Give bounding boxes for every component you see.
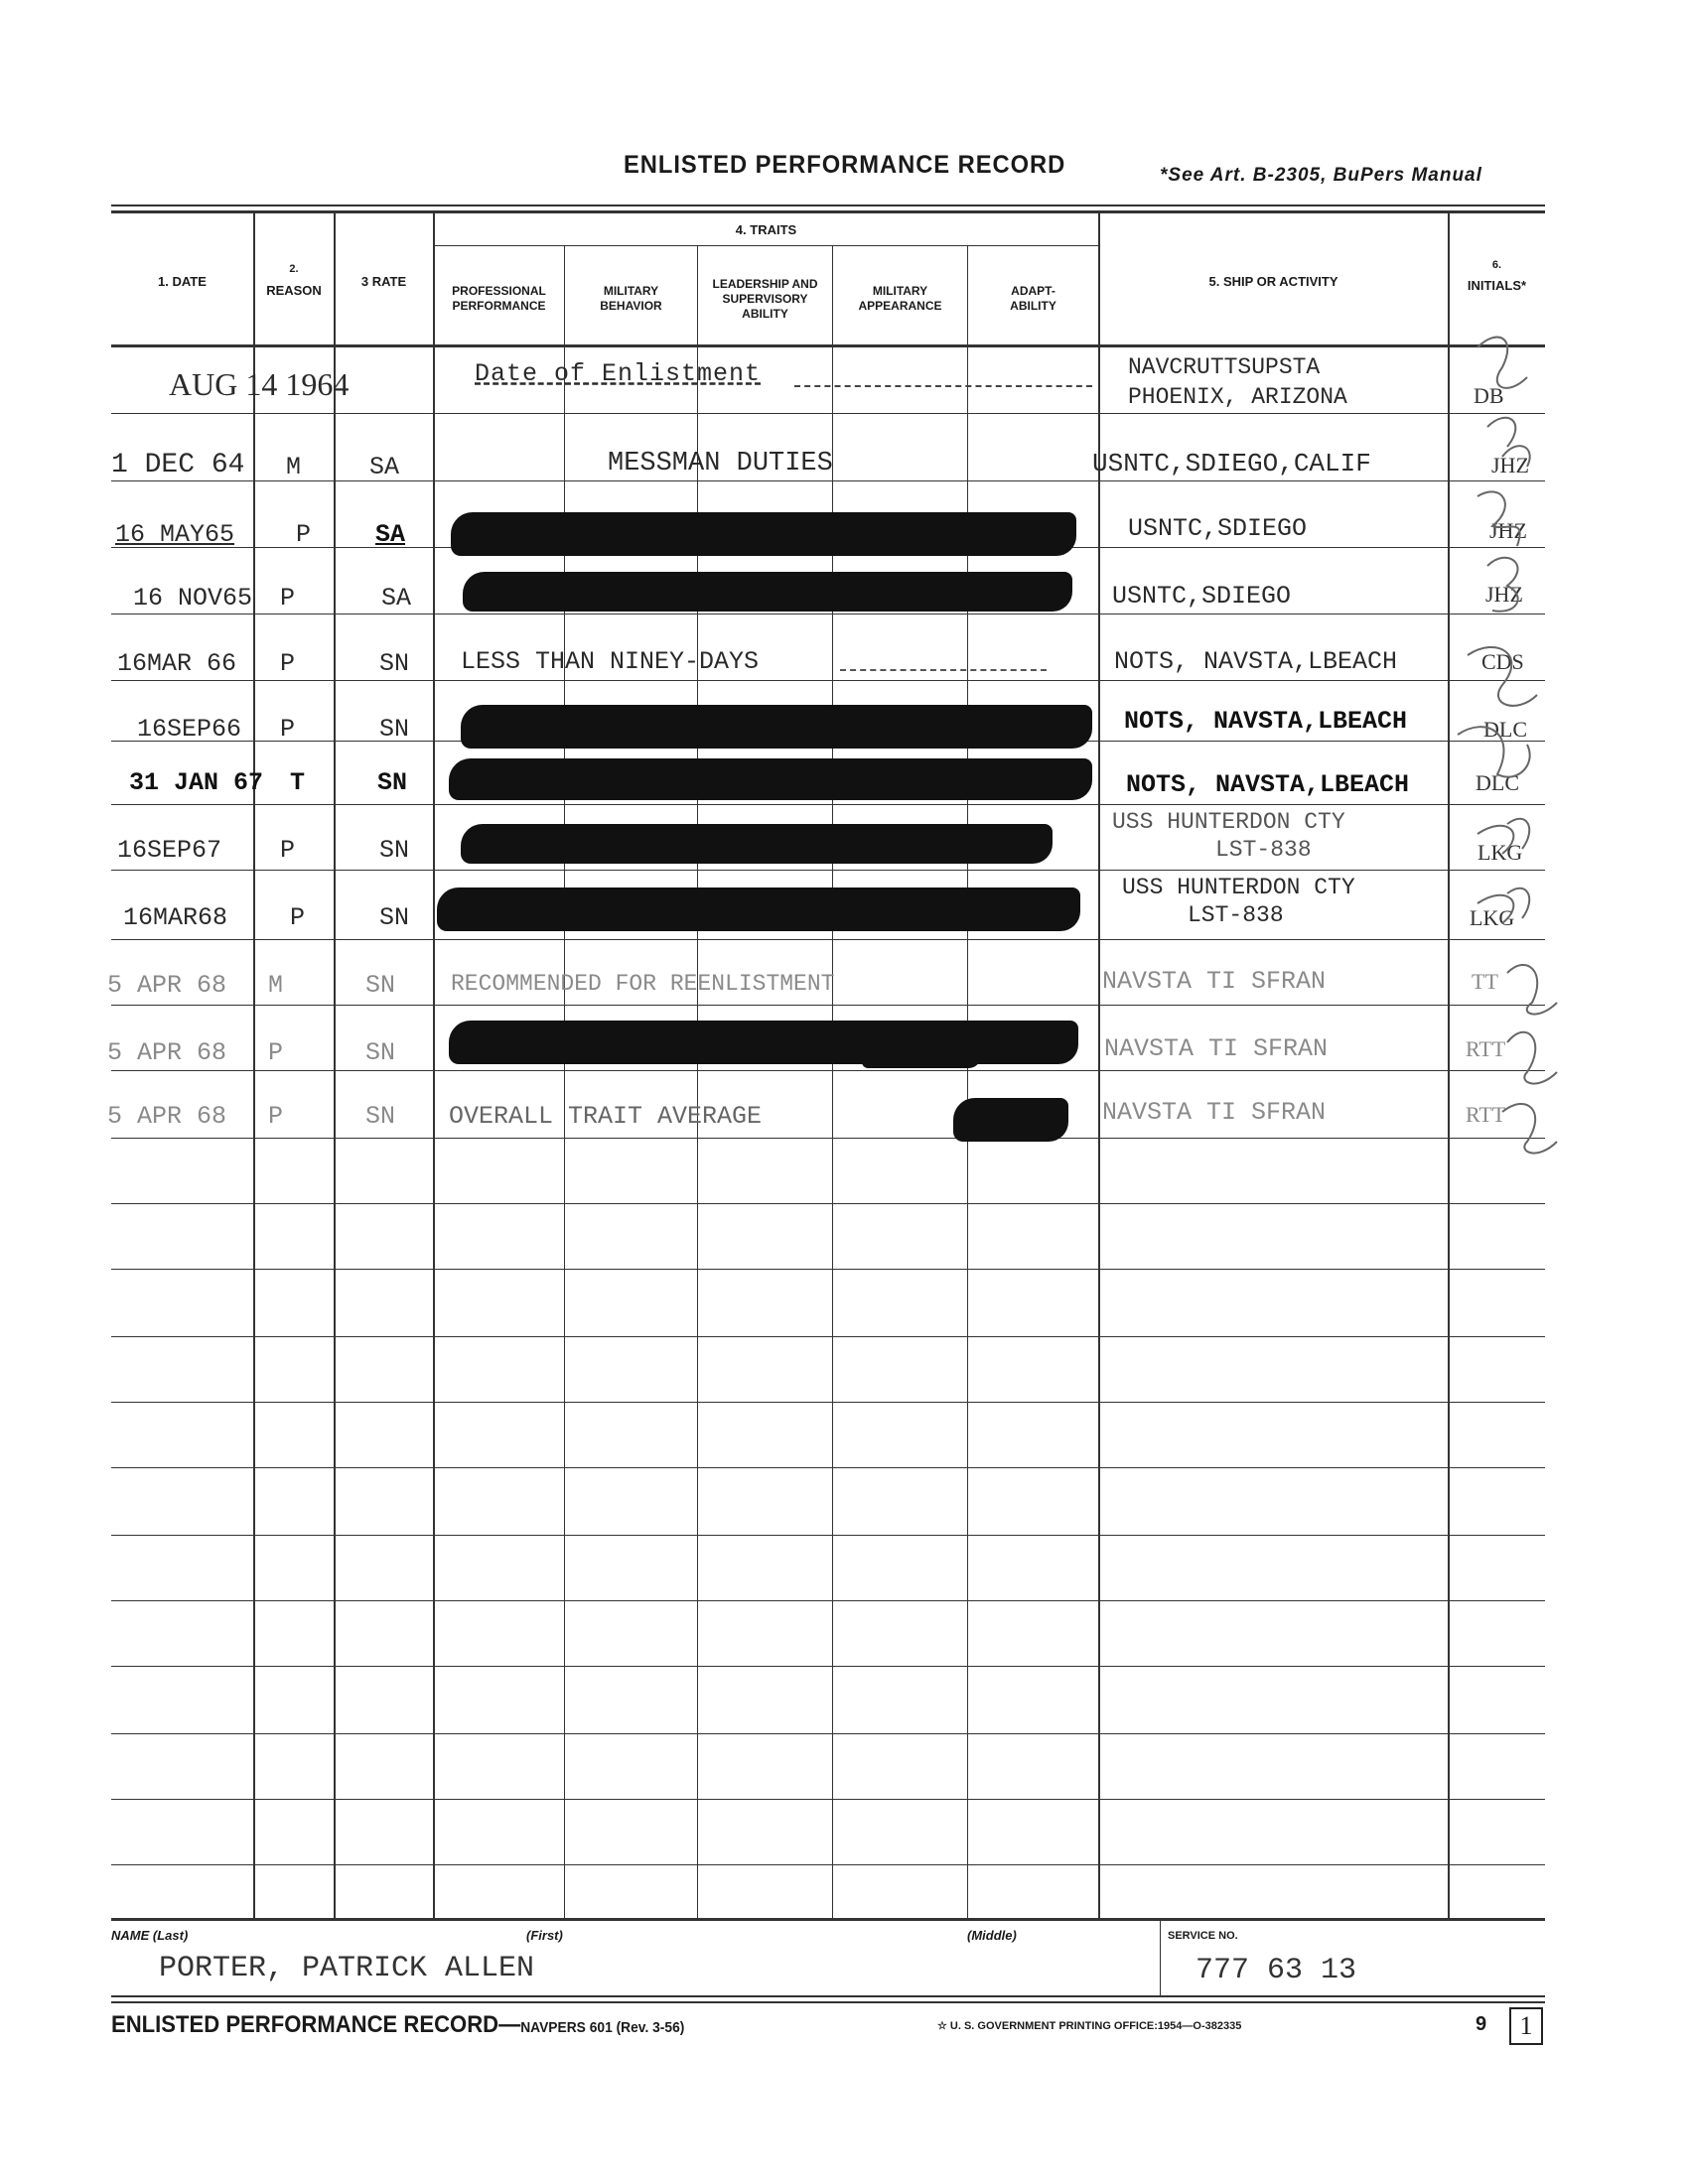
page-number: 9 bbox=[1476, 2013, 1487, 2035]
row-rate: SA bbox=[381, 584, 412, 613]
row-reason: T bbox=[290, 768, 306, 797]
row-rate: SN bbox=[377, 768, 408, 797]
row-ship-line1: NAVSTA TI SFRAN bbox=[1102, 1098, 1327, 1127]
row-initials: RTT bbox=[1466, 1036, 1506, 1061]
row-ship-line1: NAVCRUTTSUPSTA bbox=[1128, 354, 1321, 380]
name-first-label: (First) bbox=[526, 1928, 563, 1943]
row-reason: P bbox=[268, 1038, 284, 1067]
row-initials: DLC bbox=[1476, 770, 1519, 795]
row-date: 5 APR 68 bbox=[107, 971, 227, 1000]
member-name: PORTER, PATRICK ALLEN bbox=[159, 1952, 535, 1985]
row-rate: SN bbox=[379, 715, 410, 744]
row-initials: TT bbox=[1472, 969, 1498, 994]
row-date: 31 JAN 67 bbox=[129, 768, 264, 797]
row-date: 5 APR 68 bbox=[107, 1102, 227, 1131]
row-rate: SA bbox=[369, 453, 400, 481]
header-military-appearance: MILITARY APPEARANCE bbox=[858, 284, 942, 313]
row-date: AUG 14 1964 bbox=[169, 366, 350, 402]
row-remark: RECOMMENDED FOR REENLISTMENT bbox=[451, 971, 835, 997]
printing-office-line: ☆ U. S. GOVERNMENT PRINTING OFFICE:1954—O-382335 bbox=[937, 2020, 1242, 2032]
header-ship-or-activity: 5. SHIP OR ACTIVITY bbox=[1208, 273, 1338, 289]
row-date: 16 MAY65 bbox=[115, 520, 235, 549]
page-box: 1 bbox=[1509, 2007, 1543, 2045]
row-remark: LESS THAN NINEY-DAYS bbox=[461, 647, 760, 676]
row-initials: JHZ bbox=[1485, 582, 1523, 607]
row-reason: M bbox=[268, 971, 284, 1000]
redaction-bar bbox=[862, 1048, 981, 1068]
redaction-bar bbox=[437, 887, 1080, 931]
redaction-bar bbox=[953, 1098, 1068, 1142]
header-date: 1. DATE bbox=[158, 273, 207, 289]
row-ship-line1: NOTS, NAVSTA,LBEACH bbox=[1124, 707, 1408, 736]
header-rate: 3 RATE bbox=[360, 273, 407, 289]
row-initials: JHZ bbox=[1491, 453, 1529, 478]
header-professional-performance: PROFESSIONAL PERFORMANCE bbox=[452, 284, 546, 313]
footer-title-text: ENLISTED PERFORMANCE RECORD— bbox=[111, 2011, 521, 2038]
row-initials: LKG bbox=[1470, 905, 1515, 930]
header-reason-number: 2. bbox=[289, 262, 299, 275]
form-footer-title bbox=[111, 2011, 684, 2039]
header-initials-number: 6. bbox=[1491, 258, 1502, 271]
row-date: 16SEP66 bbox=[137, 715, 242, 744]
row-ship-line1: NAVSTA TI SFRAN bbox=[1104, 1034, 1329, 1063]
row-date: 16MAR 66 bbox=[117, 649, 237, 678]
row-rate: SN bbox=[365, 1102, 396, 1131]
row-date: 16SEP67 bbox=[117, 836, 222, 865]
row-ship-line1: USNTC,SDIEGO bbox=[1128, 514, 1308, 543]
row-rate: SN bbox=[379, 903, 410, 932]
row-rate: SN bbox=[365, 1038, 396, 1067]
row-initials: DLC bbox=[1483, 717, 1527, 742]
row-ship-line1: USS HUNTERDON CTY bbox=[1122, 875, 1355, 900]
row-initials: RTT bbox=[1466, 1102, 1506, 1127]
row-date: 1 DEC 64 bbox=[111, 450, 245, 480]
row-ship-line1: USNTC,SDIEGO bbox=[1112, 582, 1292, 611]
header-leadership: LEADERSHIP AND SUPERVISORY ABILITY bbox=[712, 276, 818, 321]
handwritten-initials-marks bbox=[1448, 318, 1567, 1181]
row-remark: Date of Enlistment bbox=[475, 359, 762, 388]
form-number: NAVPERS 601 (Rev. 3-56) bbox=[520, 2019, 685, 2036]
header-traits: 4. TRAITS bbox=[735, 221, 797, 237]
row-ship-line2: LST-838 bbox=[1215, 837, 1312, 863]
row-ship-line2: PHOENIX, ARIZONA bbox=[1128, 384, 1347, 410]
dashed-line bbox=[840, 669, 1047, 671]
row-initials: CDS bbox=[1481, 649, 1524, 674]
row-ship-line2: LST-838 bbox=[1188, 902, 1284, 928]
row-remark: OVERALL TRAIT AVERAGE bbox=[449, 1102, 763, 1131]
header-adaptability: ADAPT- ABILITY bbox=[1010, 284, 1056, 313]
row-reason: P bbox=[290, 903, 306, 932]
row-reason: P bbox=[280, 715, 296, 744]
form-title: ENLISTED PERFORMANCE RECORD bbox=[624, 151, 1066, 179]
redaction-bar bbox=[449, 1021, 1078, 1064]
row-date: 5 APR 68 bbox=[107, 1038, 227, 1067]
redaction-bar bbox=[461, 705, 1092, 749]
header-initials: INITIALS* bbox=[1467, 277, 1527, 293]
row-initials: LKG bbox=[1477, 840, 1523, 865]
dashed-line bbox=[794, 385, 1092, 387]
name-last-label: NAME (Last) bbox=[111, 1928, 189, 1943]
row-ship-line1: NOTS, NAVSTA,LBEACH bbox=[1114, 647, 1398, 676]
row-remark: MESSMAN DUTIES bbox=[608, 449, 833, 478]
redaction-bar bbox=[461, 824, 1053, 864]
redaction-bar bbox=[451, 512, 1076, 556]
redaction-bar bbox=[463, 572, 1072, 612]
row-rate: SN bbox=[379, 649, 410, 678]
row-ship-line1: USS HUNTERDON CTY bbox=[1112, 809, 1345, 835]
row-rate: SA bbox=[375, 520, 406, 549]
name-middle-label: (Middle) bbox=[967, 1928, 1017, 1943]
row-reason: M bbox=[286, 453, 302, 481]
row-reason: P bbox=[296, 520, 312, 549]
service-number-label: SERVICE NO. bbox=[1168, 1930, 1238, 1942]
row-initials: DB bbox=[1474, 383, 1504, 408]
row-initials: JHZ bbox=[1489, 518, 1527, 543]
row-date: 16 NOV65 bbox=[133, 584, 253, 613]
row-reason: P bbox=[268, 1102, 284, 1131]
row-reason: P bbox=[280, 649, 296, 678]
row-rate: SN bbox=[365, 971, 396, 1000]
row-ship-line1: USNTC,SDIEGO,CALIF bbox=[1092, 449, 1371, 478]
row-ship-line1: NOTS, NAVSTA,LBEACH bbox=[1126, 770, 1410, 799]
header-reason: REASON bbox=[266, 282, 322, 298]
row-rate: SN bbox=[379, 836, 410, 865]
row-reason: P bbox=[280, 584, 296, 613]
row-date: 16MAR68 bbox=[123, 903, 228, 932]
row-reason: P bbox=[280, 836, 296, 865]
row-ship-line1: NAVSTA TI SFRAN bbox=[1102, 967, 1327, 996]
redaction-bar bbox=[449, 758, 1092, 800]
bupers-reference: *See Art. B-2305, BuPers Manual bbox=[1160, 165, 1482, 186]
header-military-behavior: MILITARY BEHAVIOR bbox=[600, 284, 662, 313]
service-number: 777 63 13 bbox=[1196, 1954, 1357, 1987]
